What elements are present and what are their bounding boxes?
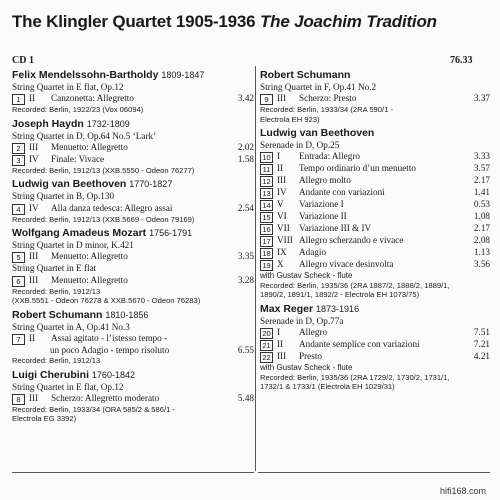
composer-label: Wolfgang Amadeus Mozart: [12, 227, 147, 240]
page-title: The Klingler Quartet 1905-1936 The Joachim Tradition: [12, 12, 437, 31]
recording-info: Recorded: Berlin, 1933/34 (2RA 590/1 -: [260, 105, 393, 115]
movement-number: IX: [277, 247, 287, 258]
movement-number: I: [277, 151, 281, 162]
work-title: String Quartet in D minor, K.421: [12, 240, 134, 251]
movement-title: Menuetto: Allegretto: [51, 142, 128, 152]
movement-title: Entrada: Allegro: [299, 151, 360, 162]
composer-years: 1810-1856: [105, 309, 149, 320]
track-duration: [230, 333, 254, 345]
movement-title: Allegro scherzando e vivace: [299, 235, 404, 246]
left-column: [12, 66, 254, 424]
track-row: [12, 154, 254, 166]
track-number: 21: [260, 340, 273, 351]
composer-years: 1732-1809: [86, 118, 130, 129]
work-title: String Quartet in A, Op.41 No.3: [12, 321, 130, 332]
movement-title: Tempo ordinario d’un menuetto: [299, 163, 416, 174]
movement-number: III: [277, 175, 287, 186]
track-duration: 7.51: [473, 327, 490, 338]
track-number: 19: [260, 260, 273, 271]
recording-info: Recorded: Berlin, 1933/34 (ORA 585/2 & 586/1 -: [12, 404, 175, 414]
movement-number: IV: [29, 202, 39, 213]
track-row: [260, 223, 490, 235]
movement-title: Andante semplice con variazioni: [299, 339, 420, 350]
track-number: 6: [12, 276, 25, 287]
track-duration: 3.33: [473, 151, 490, 162]
track-duration: 1.08: [473, 211, 490, 222]
track-duration: 4.21: [473, 351, 490, 362]
composer-name: [12, 117, 254, 131]
movement-title: Allegro: [299, 327, 328, 338]
movement-number: III: [277, 351, 287, 362]
composer-label: Robert Schumann: [260, 69, 351, 81]
movement-title: Canzonetta: Allegretto: [51, 93, 134, 104]
recording-info: Recorded: Berlin, 1912/13 (XXB.5669 - Odeon 79169): [12, 214, 195, 224]
track-row: [260, 327, 490, 339]
composer-years: 1760-1842: [91, 369, 135, 380]
movement-title-continued: un poco Adagio - tempo risoluto: [50, 344, 170, 355]
track-number: 5: [12, 252, 25, 263]
track-row: [12, 93, 254, 105]
track-duration: 3.28: [237, 274, 254, 285]
composer-name: [12, 68, 254, 82]
composer-name: [260, 302, 490, 316]
composer-years: 1809-1847: [161, 70, 205, 80]
track-duration: 1.41: [473, 187, 490, 198]
composer-label: Robert Schumann: [12, 308, 103, 321]
track-row: [260, 211, 490, 223]
work-title: Serenade in D, Op.77a: [260, 315, 344, 326]
composer-name: [260, 68, 490, 82]
track-row: [260, 339, 490, 351]
recording-info: Recorded: Berlin, 1912/13: [12, 356, 101, 366]
composer-name: [12, 226, 254, 240]
movement-number: V: [277, 199, 284, 210]
movement-title: Variazione II: [299, 211, 347, 222]
track-duration: 6.55: [237, 344, 254, 355]
track-duration: 0.53: [473, 199, 490, 210]
track-duration: 2.17: [473, 223, 490, 234]
track-row: [12, 142, 254, 154]
movement-number: III: [29, 251, 39, 262]
work-title: String Quartet in E flat: [12, 263, 97, 274]
track-row: [12, 393, 254, 405]
movement-number: III: [29, 274, 39, 285]
composer-name: [260, 126, 490, 140]
movement-number: VI: [277, 211, 287, 222]
movement-number: III: [277, 93, 287, 104]
watermark: hifi168.com: [440, 486, 487, 496]
track-number: 12: [260, 176, 273, 187]
movement-number: II: [277, 163, 284, 174]
track-number: 9: [260, 94, 273, 105]
movement-title: Scherzo: Allegretto moderato: [51, 392, 160, 403]
cd-label: CD 1: [12, 55, 34, 66]
movement-number: IV: [277, 187, 287, 198]
recording-info: Electrola EH 923): [260, 114, 320, 124]
track-row: [260, 351, 490, 363]
track-duration: 3.37: [473, 93, 490, 104]
track-number: 7: [12, 334, 25, 345]
track-row: [12, 333, 254, 345]
track-number: 1: [12, 94, 25, 105]
track-number: 16: [260, 224, 273, 235]
total-duration: 76.33: [450, 55, 473, 66]
work-title: String Quartet in B, Op.130: [12, 191, 115, 202]
track-row: [260, 151, 490, 163]
track-row: [260, 175, 490, 187]
composer-label: Max Reger: [260, 302, 314, 315]
track-number: 8: [12, 394, 25, 405]
track-duration: 2.02: [237, 142, 254, 152]
work-title: String Quartet in E flat, Op.12: [12, 82, 124, 92]
track-row: [260, 259, 490, 271]
track-row: [260, 163, 490, 175]
work-title: String Quartet in D, Op.64 No.5 ‘Lark’: [12, 130, 157, 141]
composer-label: Felix Mendelssohn-Bartholdy: [12, 69, 159, 81]
movement-title: Menuetto: Allegretto: [51, 251, 128, 262]
movement-number: IV: [29, 154, 39, 164]
track-duration: 5.48: [237, 392, 254, 403]
track-number: 4: [12, 204, 25, 215]
movement-title: Menuetto: Allegretto: [51, 274, 128, 285]
track-number: 3: [12, 155, 25, 166]
column-divider: [255, 66, 256, 471]
movement-number: II: [277, 339, 284, 350]
movement-number: II: [29, 332, 36, 343]
movement-title: Allegro molto: [299, 175, 351, 186]
composer-name: [12, 308, 254, 322]
right-column: [260, 66, 490, 392]
track-duration: 3.42: [237, 93, 254, 104]
track-row: [260, 187, 490, 199]
composer-years: 1770-1827: [129, 179, 173, 190]
track-duration: 7.21: [473, 339, 490, 350]
recording-info: Recorded: Berlin, 1922/23 (Vox 06094): [12, 105, 144, 115]
track-duration: 3.35: [237, 251, 254, 262]
track-number: 14: [260, 200, 273, 211]
track-row: [12, 251, 254, 263]
track-row: [260, 93, 490, 105]
track-duration: 3.57: [473, 163, 490, 174]
movement-title: Alla danza tedesca: Allegro assai: [51, 202, 173, 213]
performer-note: with Gustav Scheck - flute: [260, 363, 353, 373]
composer-label: Ludwig van Beethoven: [12, 178, 127, 191]
track-row: [260, 199, 490, 211]
track-number: 20: [260, 328, 273, 339]
movement-number: III: [29, 392, 39, 403]
movement-title: Andante con variazioni: [299, 187, 385, 198]
movement-number: X: [277, 259, 284, 270]
track-continuation: [12, 345, 254, 356]
track-number: 10: [260, 152, 273, 163]
bottom-rule-right: [258, 472, 490, 473]
movement-number: VIII: [277, 235, 293, 246]
track-row: [260, 235, 490, 247]
movement-number: II: [29, 93, 36, 104]
track-duration: 2.17: [473, 175, 490, 186]
recording-info: Recorded: Berlin, 1912/13: [12, 286, 101, 296]
work-title: Serenade in D, Op.25: [260, 140, 340, 151]
recording-info: 1732/1 & 1733/1 (Electrola EH 1029/31): [260, 382, 395, 392]
recording-info: Recorded: Berlin, 1912/13 (XXB.5550 - Odeon 76277): [12, 166, 195, 175]
track-row: [12, 275, 254, 287]
movement-title: Finale: Vivace: [51, 154, 105, 164]
recording-info: Recorded: Berlin, 1935/36 (2RA 1887/2, 1888/2, 1889/1,: [260, 281, 450, 290]
movement-number: I: [277, 327, 281, 338]
track-duration: 2.08: [473, 235, 490, 246]
recording-info: Recorded: Berlin, 1935/36 (2RA 1729/2, 1730/2, 1731/1,: [260, 372, 450, 382]
movement-title: Presto: [299, 351, 322, 362]
composer-label: Ludwig van Beethoven: [260, 127, 375, 140]
movement-title: Adagio: [299, 247, 327, 258]
track-duration: 1.13: [473, 247, 490, 258]
track-number: 15: [260, 212, 273, 223]
recording-info: 1890/2, 1891/1, 1892/2 - Electrola EH 1073/75): [260, 290, 420, 300]
track-number: 17: [260, 236, 273, 247]
track-duration: 3.56: [473, 259, 490, 270]
movement-number: III: [29, 142, 39, 152]
track-number: 11: [260, 164, 273, 175]
track-duration: 2.54: [237, 202, 254, 213]
bottom-rule-left: [12, 472, 254, 473]
track-number: 13: [260, 188, 273, 199]
track-duration: 1.58: [237, 154, 254, 164]
work-title: String Quartet in E flat, Op.12: [12, 381, 124, 392]
movement-title: Variazione III & IV: [299, 223, 372, 234]
track-row: [260, 247, 490, 259]
composer-years: 1756-1791: [149, 228, 193, 239]
movement-title: Assai agitato - l’istesso tempo -: [51, 332, 168, 343]
composer-label: Luigi Cherubini: [12, 368, 89, 381]
composer-name: [12, 177, 254, 191]
performer-note: with Gustav Scheck - flute: [260, 271, 353, 281]
recording-info: Electrola EG 3392): [12, 414, 77, 424]
movement-number: VII: [277, 223, 290, 234]
movement-title: Allegro vivace desinvolta: [299, 259, 394, 270]
recording-info: (XXB.5551 - Odeon 76278 & XXB.5670 - Odeon 76283): [12, 296, 201, 306]
movement-title: Scherzo: Presto: [299, 93, 357, 104]
composer-years: 1873-1916: [316, 303, 360, 314]
composer-name: [12, 368, 254, 382]
track-number: 2: [12, 143, 25, 154]
composer-label: Joseph Haydn: [12, 117, 84, 130]
track-number: 22: [260, 352, 273, 363]
work-title: String Quartet in F, Op.41 No.2: [260, 82, 377, 92]
movement-title: Variazione I: [299, 199, 344, 210]
track-number: 18: [260, 248, 273, 259]
track-row: [12, 203, 254, 215]
